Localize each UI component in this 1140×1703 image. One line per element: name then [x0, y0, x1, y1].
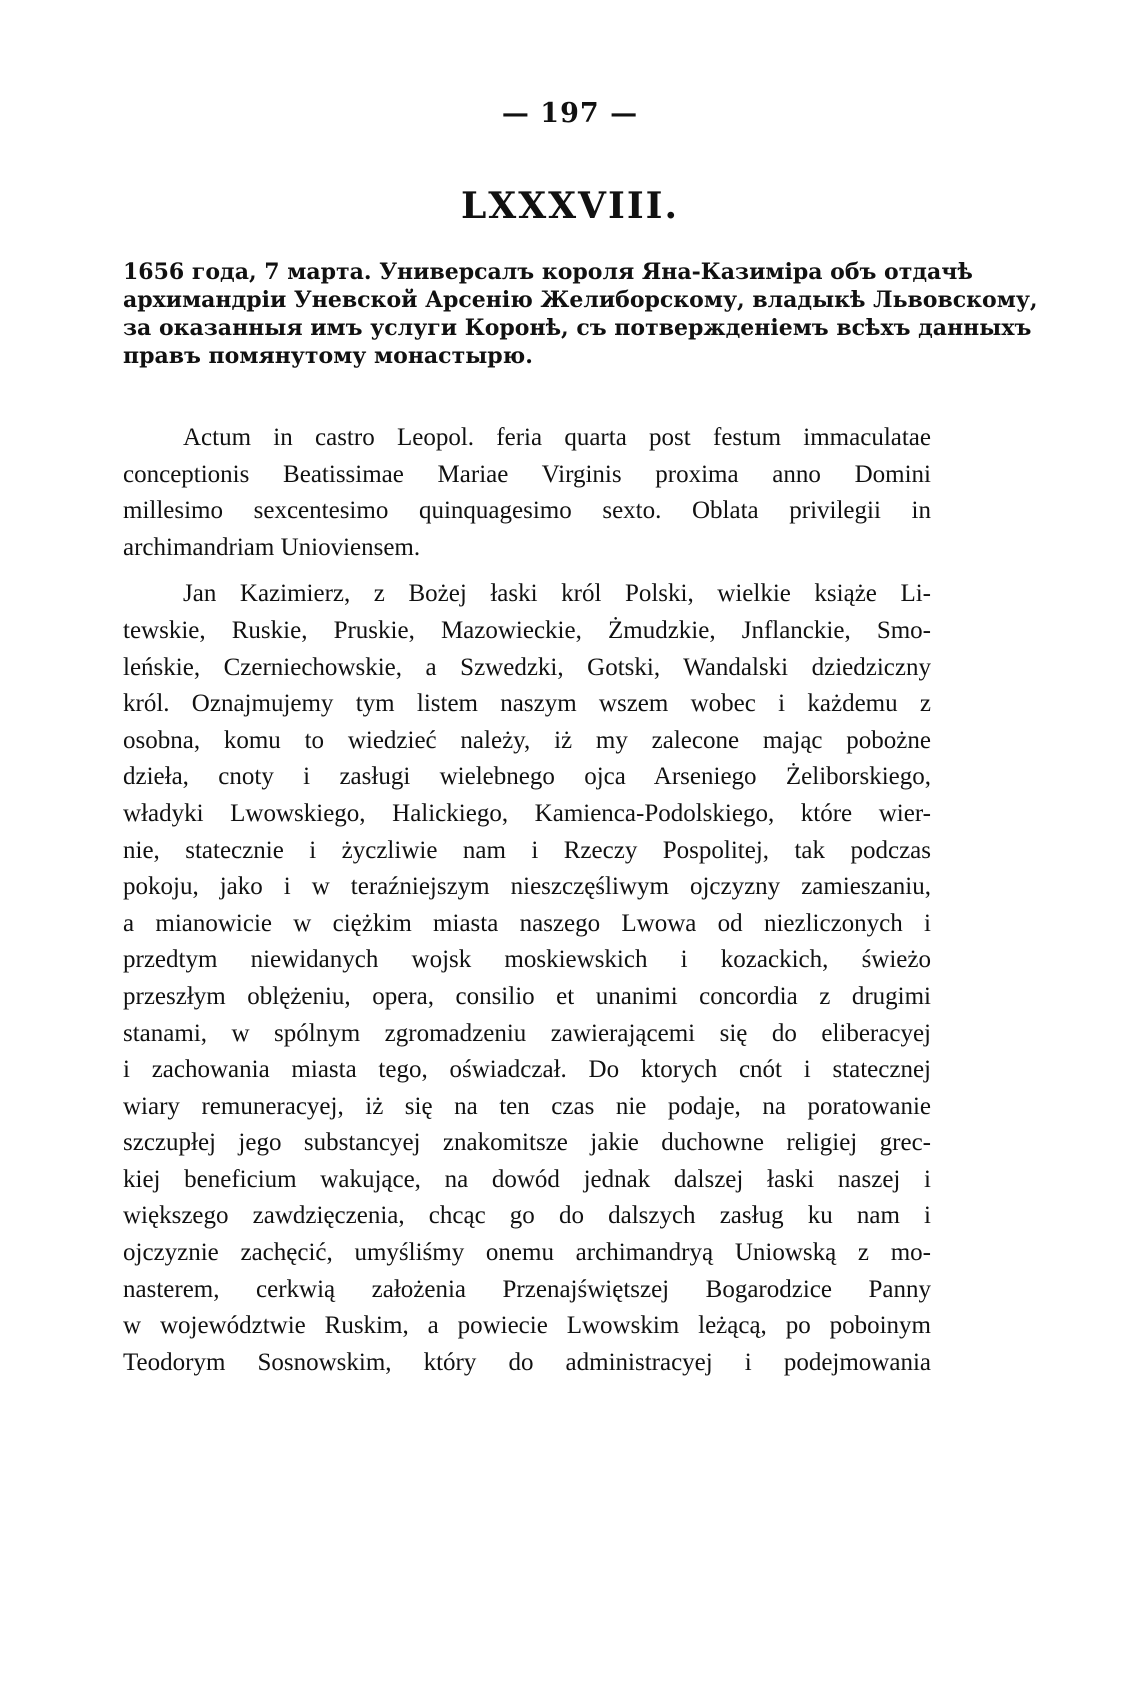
body-line: wiary remuneracyej, iż się na ten czas nie podaje, na poratowanie [123, 1092, 931, 1120]
body-line: w województwie Ruskim, a powiecie Lwowskim leżącą, po poboinym [123, 1312, 931, 1340]
summary-line: за оказанныя имъ услуги Коронѣ, съ потвержденіемъ всѣхъ данныхъ [123, 315, 1032, 341]
actum-line: conceptionis Beatissimae Mariae Virginis proxima anno Domini [123, 460, 931, 488]
body-line: pokoju, jako i w teraźniejszym nieszczęśliwym ojczyzny zamieszaniu, [123, 873, 931, 901]
body-line: stanami, w spólnym zgromadzeniu zawierającemi się do eliberacyej [123, 1019, 931, 1047]
body-line: tewskie, Ruskie, Pruskie, Mazowieckie, Żmudzkie, Jnflanckie, Smo- [123, 616, 931, 644]
body-line: Teodorym Sosnowskim, który do administracyej i podejmowania [123, 1348, 931, 1376]
body-line: szczupłej jego substancyej znakomitsze jakie duchowne religiej grec- [123, 1129, 931, 1157]
body-line: dzieła, cnoty i zasługi wielebnego ojca Arseniego Żeliborskiego, [123, 763, 931, 791]
summary-line: правъ помянутому монастырю. [123, 343, 533, 369]
summary-line: архимандріи Уневской Арсенію Желиборскому, владыкѣ Львовскому, [123, 287, 1038, 313]
body-line: większego zawdzięczenia, chcąc go do dalszych zasług ku nam i [123, 1202, 931, 1230]
summary-line: 1656 года, 7 марта. Универсалъ короля Яна-Казиміра объ отдачѣ [123, 259, 973, 285]
body-line: a mianowicie w ciężkim miasta naszego Lwowa od niezliczonych i [123, 909, 931, 937]
body-line: leńskie, Czerniechowskie, a Szwedzki, Gotski, Wandalski dziedziczny [123, 653, 931, 681]
body-line: nasterem, cerkwią założenia Przenajświętszej Bogarodzice Panny [123, 1275, 931, 1303]
actum-line: archimandriam Unioviensem. [123, 533, 421, 561]
actum-line: millesimo sexcentesimo quinquagesimo sexto. Oblata privilegii in [123, 497, 931, 525]
actum-line: Actum in castro Leopol. feria quarta post festum immaculatae [183, 424, 931, 451]
body-line: i zachowania miasta tego, oświadczał. Do ktorych cnót i statecznej [123, 1056, 931, 1084]
body-line: władyki Lwowskiego, Halickiego, Kamienca-Podolskiego, które wier- [123, 799, 931, 827]
document-body [123, 420, 931, 1381]
body-line: ojczyznie zachęcić, umyśliśmy onemu archimandryą Uniowską z mo- [123, 1239, 931, 1267]
body-line: przeszłym oblężeniu, opera, consilio et unanimi concordia z drugimi [123, 982, 931, 1010]
body-line: Jan Kazimierz, z Bożej łaski król Polski, wielkie książe Li- [183, 580, 931, 608]
body-line: kiej beneficium wakujące, na dowód jednak dalszej łaski naszej i [123, 1165, 931, 1193]
body-line: przedtym niewidanych wojsk moskiewskich i kozackich, świeżo [123, 946, 931, 974]
body-line: nie, statecznie i życzliwie nam i Rzeczy Pospolitej, tak podczas [123, 836, 931, 864]
body-line: osobna, komu to wiedzieć należy, iż my zalecone mając pobożne [123, 726, 931, 754]
document-number: LXXXVIII. [460, 185, 680, 227]
page-number: — 197 — [501, 98, 639, 129]
document-summary [123, 258, 1038, 370]
body-line: król. Oznajmujemy tym listem naszym wszem wobec i każdemu z [123, 690, 931, 718]
paragraph-gap [123, 566, 931, 576]
